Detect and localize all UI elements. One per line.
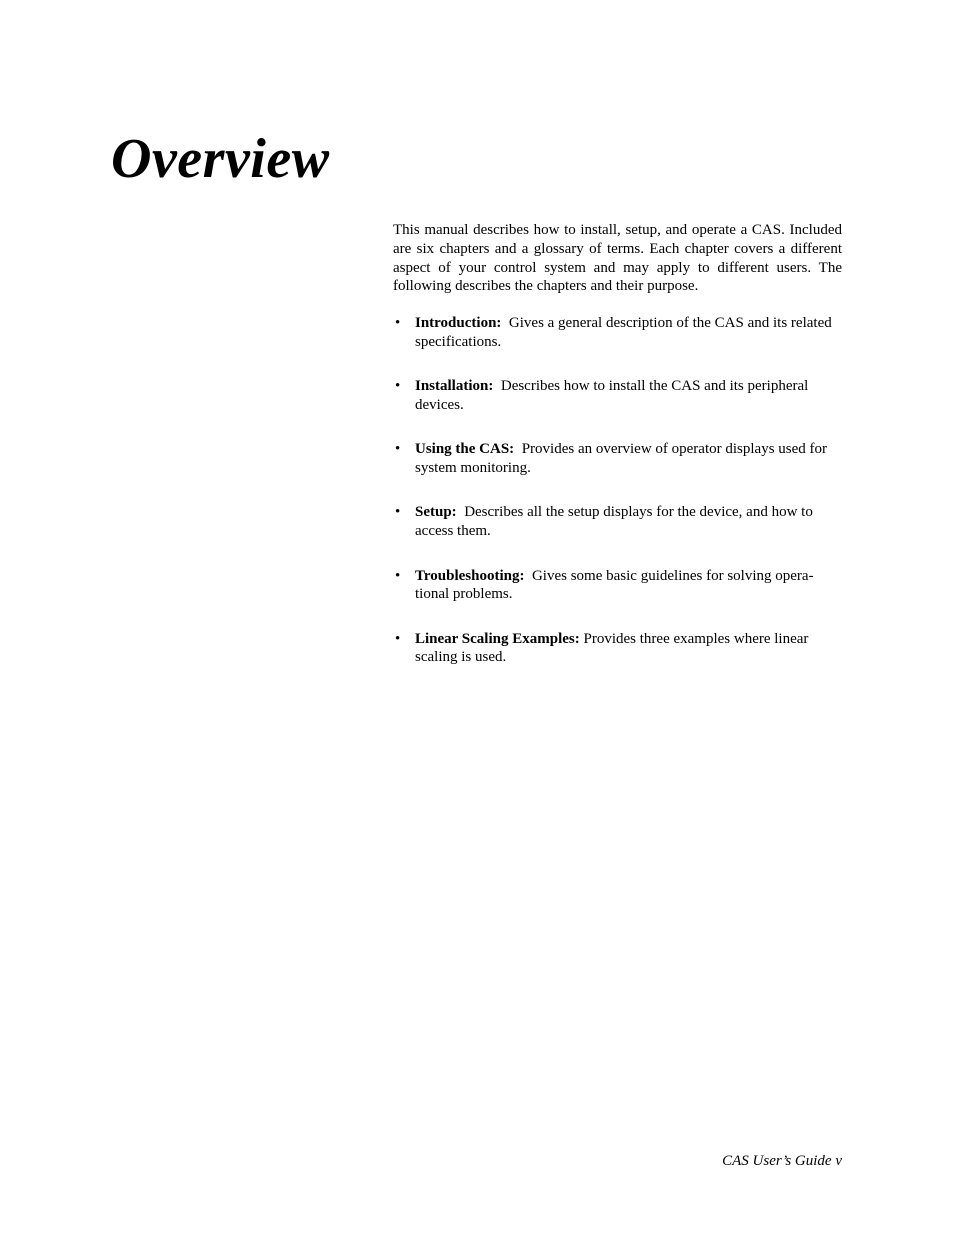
bullet-icon: • <box>395 441 401 458</box>
bullet-icon: • <box>395 504 401 521</box>
chapter-item-introduction <box>393 314 842 352</box>
chapter-description: Gives some basic guidelines for solving opera-tional problems. <box>415 567 814 603</box>
bullet-icon: • <box>395 378 401 395</box>
chapter-description: Describes how to install the CAS and its peripheral devices. <box>415 378 809 414</box>
bullet-icon: • <box>395 630 401 647</box>
bullet-icon: • <box>395 567 401 584</box>
main-content <box>393 221 842 693</box>
chapter-name: Installation: <box>415 378 494 395</box>
chapter-name: Using the CAS: <box>415 441 515 458</box>
chapter-list <box>393 314 842 667</box>
chapter-description: Gives a general description of the CAS and its related specifications. <box>415 315 832 350</box>
chapter-description: Provides three examples where linear scaling is used. <box>415 630 809 666</box>
chapter-description: Describes all the setup displays for the device, and how to access them. <box>415 504 813 540</box>
chapter-name: Linear Scaling Examples: <box>415 630 580 647</box>
chapter-name: Troubleshooting: <box>415 567 525 584</box>
chapter-item-setup <box>393 503 842 541</box>
intro-paragraph: This manual describes how to install, setup, and operate a CAS. Included are six chapters and a glossary of terms. Each chapter covers a different aspect of your control system and may apply to different users. The following describes the chapters and their purpose. <box>393 222 842 295</box>
bullet-icon: • <box>395 315 401 332</box>
chapter-name: Introduction: <box>415 315 502 332</box>
chapter-description: Provides an overview of operator displays used for system monitoring. <box>415 441 828 477</box>
chapter-name: Setup: <box>415 504 457 521</box>
chapter-item-using-the-cas <box>393 440 842 478</box>
chapter-item-installation <box>393 377 842 415</box>
page-title: Overview <box>111 128 330 190</box>
chapter-item-troubleshooting <box>393 567 842 605</box>
page-footer: CAS User’s Guide v <box>722 1153 842 1169</box>
chapter-item-linear-scaling-examples <box>393 630 842 668</box>
